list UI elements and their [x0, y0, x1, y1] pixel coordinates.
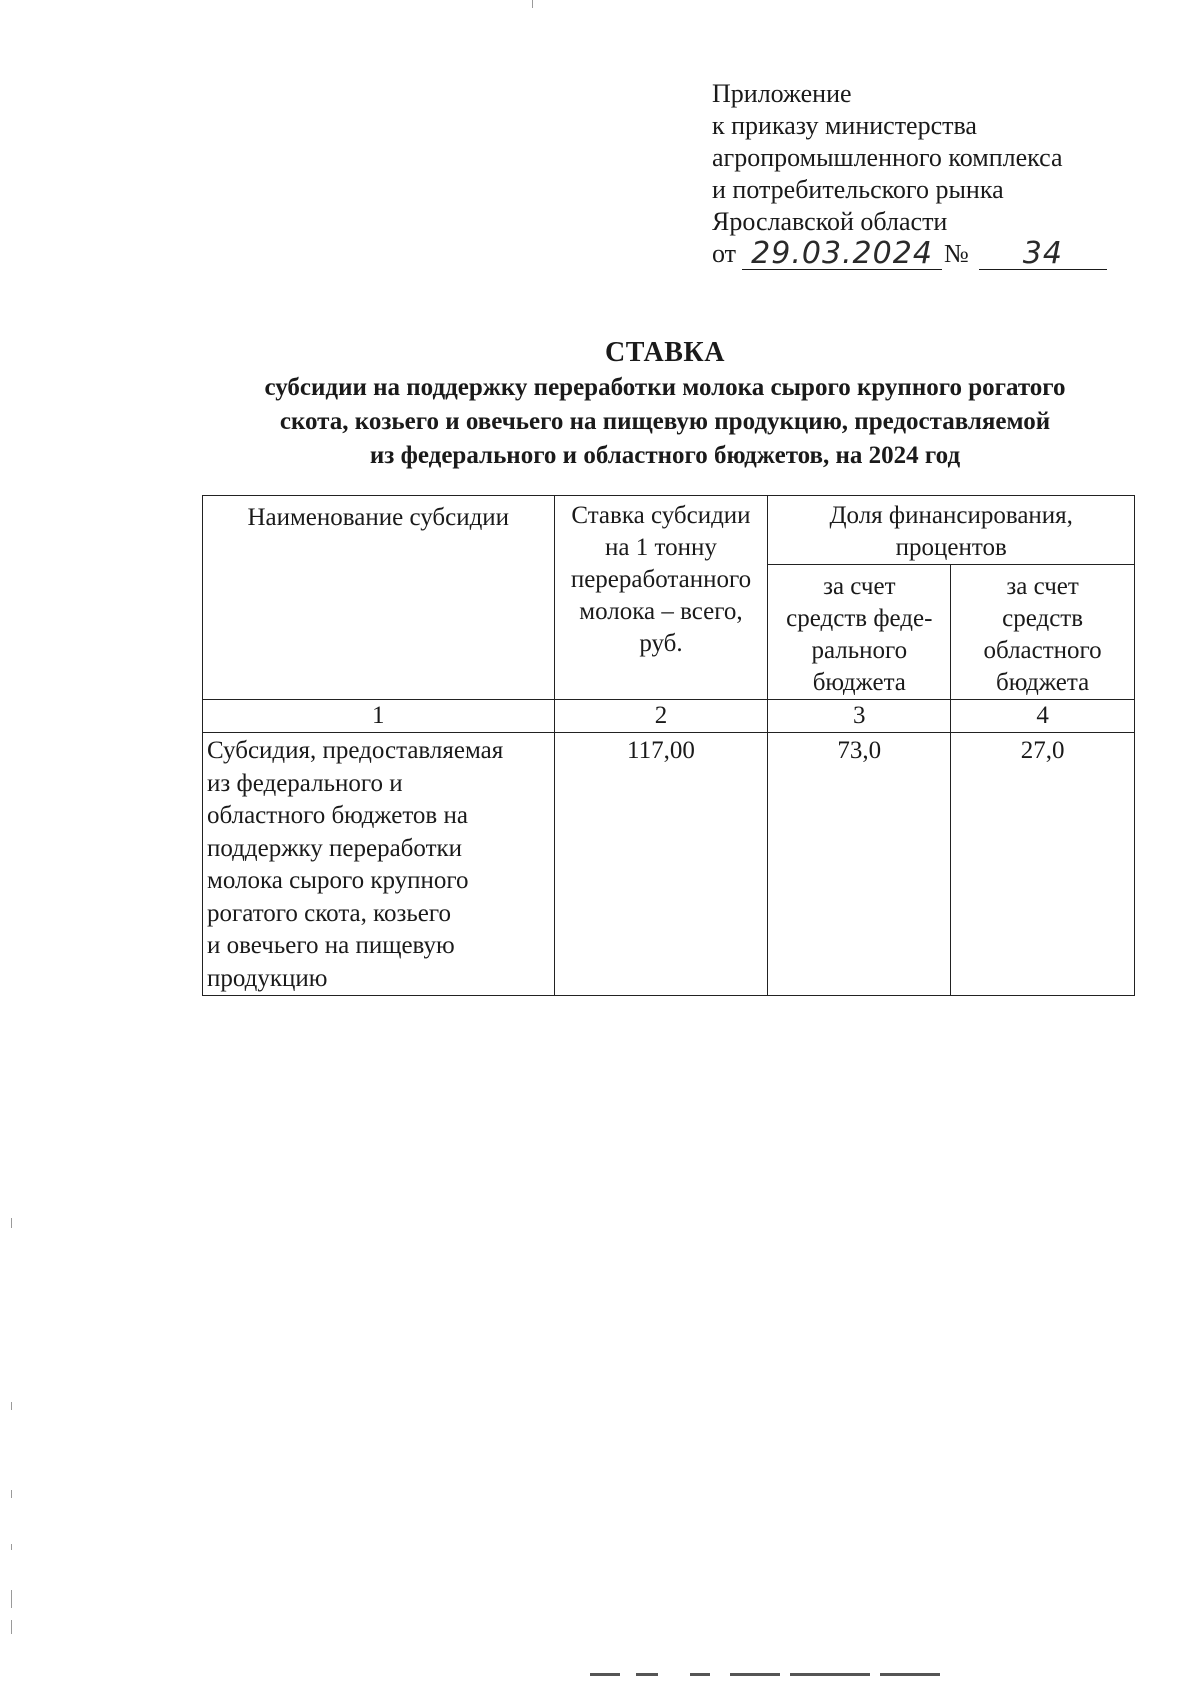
scan-mark — [636, 1673, 658, 1676]
cell-line: из федерального и — [207, 769, 403, 797]
scan-mark — [11, 1544, 12, 1550]
federal-share-cell: 73,0 — [768, 733, 951, 996]
handwritten-date: 29.03.2024 — [742, 239, 942, 270]
scan-mark — [11, 1620, 12, 1634]
scan-mark — [590, 1673, 620, 1676]
column-number-row — [203, 700, 1135, 733]
cell-line: и овечьего на пищевую — [207, 932, 455, 959]
header-text: Доля финансирования, — [829, 502, 1073, 529]
header-text: за счет — [823, 573, 896, 600]
scan-mark — [11, 1490, 12, 1498]
scan-mark — [730, 1673, 780, 1676]
title-line: из федерального и областного бюджетов, на 2024 год — [369, 442, 961, 469]
header-text: на 1 тонну — [605, 534, 717, 561]
header-text: переработанного — [570, 566, 752, 593]
header-text: бюджета — [812, 669, 906, 696]
header-subsidy-name — [203, 496, 555, 700]
scan-mark — [880, 1673, 940, 1676]
header-text: средств — [1002, 605, 1084, 632]
column-number: 3 — [768, 700, 951, 733]
number-label: № — [944, 239, 969, 268]
column-number: 1 — [203, 700, 555, 733]
scan-mark — [11, 1590, 12, 1608]
subsidy-name-cell — [203, 733, 555, 996]
rate-value-cell: 117,00 — [554, 733, 768, 996]
column-number: 4 — [951, 700, 1135, 733]
appendix-header — [712, 78, 1132, 270]
title-line: скота, козьего и овечьего на пищевую продукцию, предоставляемой — [279, 408, 1051, 435]
header-text: областного — [983, 637, 1102, 664]
header-regional-budget — [951, 565, 1135, 700]
appendix-line: агропромышленного комплекса — [712, 143, 1063, 172]
header-text: средств феде- — [786, 605, 933, 632]
scan-mark — [11, 1402, 12, 1410]
title-main: СТАВКА — [605, 337, 725, 368]
header-text: за счет — [1006, 573, 1079, 600]
cell-line: молока сырого крупного — [207, 867, 469, 894]
scan-mark — [532, 0, 533, 8]
subsidy-rate-table — [202, 495, 1135, 996]
scan-mark — [790, 1673, 870, 1676]
scan-mark — [11, 1218, 12, 1228]
column-number: 2 — [554, 700, 768, 733]
cell-line: областного бюджетов на — [207, 802, 468, 829]
appendix-line: и потребительского рынка — [712, 175, 1004, 204]
table-header-row — [203, 496, 1135, 565]
appendix-line: к приказу министерства — [712, 111, 977, 140]
scan-mark — [690, 1673, 710, 1676]
regional-share-cell: 27,0 — [951, 733, 1135, 996]
appendix-line: Ярославской области — [712, 207, 948, 236]
header-text: процентов — [895, 534, 1007, 561]
header-text: руб. — [639, 630, 683, 657]
ot-label: от — [712, 239, 737, 268]
cell-line: поддержку переработки — [207, 834, 463, 862]
header-funding-share — [768, 496, 1135, 565]
header-text: бюджета — [995, 669, 1090, 696]
table-row — [203, 733, 1135, 996]
handwritten-number: 34 — [979, 239, 1107, 270]
appendix-line: Приложение — [712, 79, 852, 108]
title-line: субсидии на поддержку переработки молока сырого крупного рогатого — [264, 374, 1066, 401]
cell-line: рогатого скота, козьего — [207, 899, 452, 927]
header-rate — [554, 496, 768, 700]
cell-line: Субсидия, предоставляемая — [207, 737, 504, 764]
header-text: Наименование субсидии — [247, 504, 510, 531]
header-federal-budget — [768, 565, 951, 700]
cell-line: продукцию — [207, 964, 328, 992]
order-reference — [712, 238, 1132, 270]
header-text: рального — [811, 637, 908, 664]
document-title — [190, 336, 1140, 472]
header-text: молока – всего, — [579, 598, 743, 625]
header-text: Ставка субсидии — [571, 502, 751, 529]
